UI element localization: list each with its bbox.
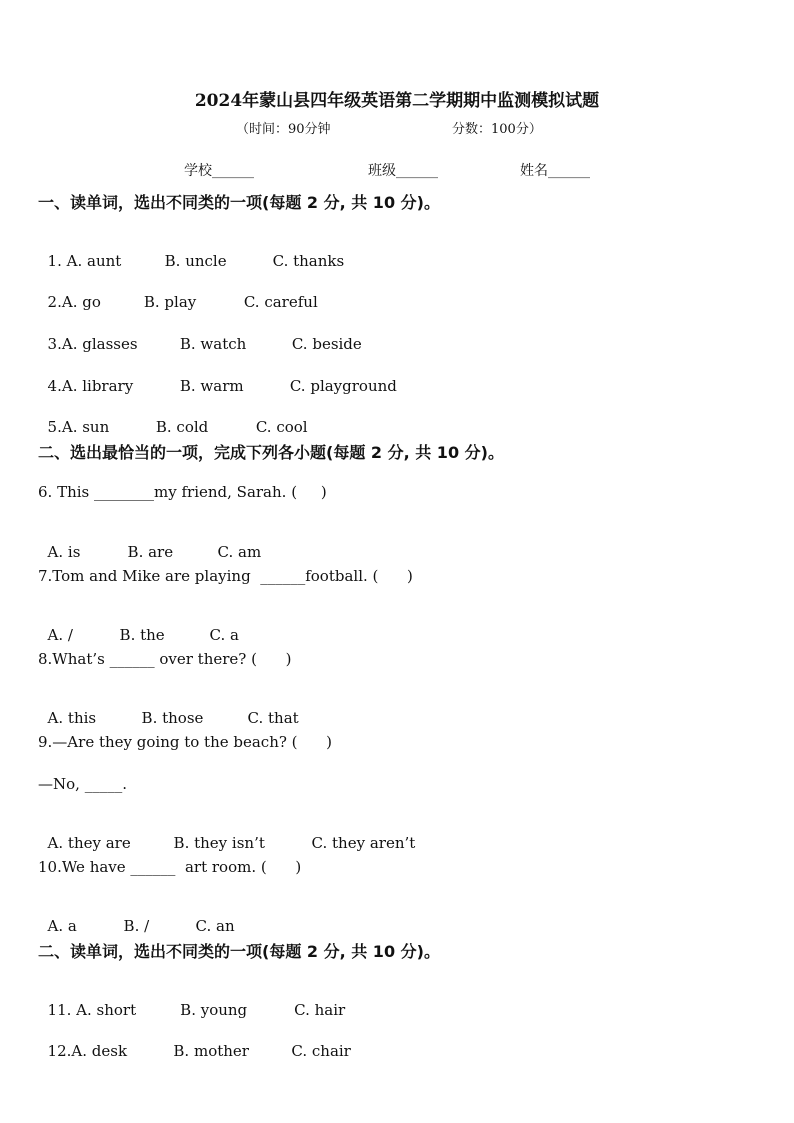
question-number: 2.	[47, 293, 62, 311]
question-12	[38, 1024, 351, 1060]
option-c: C. they aren’t	[311, 834, 416, 852]
option-b: B. are	[127, 543, 174, 561]
option-b: B. watch	[179, 335, 247, 353]
question-11	[38, 983, 345, 1019]
question-9-stem: 9.—Are they going to the beach? ( )	[38, 733, 332, 751]
page-title: 2024年蒙山县四年级英语第二学期期中监测模拟试题	[194, 91, 600, 111]
option-c: C. playground	[289, 377, 397, 395]
question-4	[38, 359, 397, 395]
question-number: 3.	[47, 335, 62, 353]
option-b: B. mother	[173, 1042, 249, 1060]
option-a: A. aunt	[66, 252, 122, 270]
question-number: 11.	[47, 1001, 77, 1019]
section-3-title: 二、读单词，选出不同类的一项(每题 2 分, 共 10 分)。	[38, 942, 440, 961]
question-10-options	[38, 899, 235, 935]
option-b: B. those	[141, 709, 204, 727]
option-a: A. short	[76, 1001, 137, 1019]
option-a: A. desk	[71, 1042, 128, 1060]
option-a: A. library	[61, 377, 134, 395]
option-c: C. careful	[243, 293, 318, 311]
question-8-options	[38, 691, 299, 727]
question-5	[38, 400, 308, 436]
option-c: C. that	[247, 709, 299, 727]
question-6-options	[38, 525, 261, 561]
question-number: 5.	[47, 418, 62, 436]
class-field: 班级______	[368, 163, 438, 179]
option-c: C. chair	[291, 1042, 351, 1060]
exam-time: （时间：90分钟	[236, 122, 331, 137]
question-7-options	[38, 608, 239, 644]
option-c: C. an	[195, 917, 235, 935]
question-9-stem-2: —No, _____.	[38, 775, 127, 793]
option-c: C. hair	[294, 1001, 346, 1019]
school-field: 学校______	[184, 163, 254, 179]
option-a: A. go	[61, 293, 101, 311]
option-b: B. /	[123, 917, 150, 935]
option-a: A. this	[47, 709, 97, 727]
option-a: A. /	[47, 626, 73, 644]
option-b: B. young	[180, 1001, 248, 1019]
option-b: B. play	[143, 293, 197, 311]
option-a: A. a	[47, 917, 77, 935]
option-c: C. a	[209, 626, 239, 644]
question-7-stem: 7.Tom and Mike are playing ______football. ( )	[38, 567, 413, 585]
question-number: 1.	[47, 252, 67, 270]
option-c: C. beside	[291, 335, 362, 353]
option-a: A. is	[47, 543, 81, 561]
option-b: B. uncle	[164, 252, 227, 270]
question-1	[38, 234, 344, 270]
exam-score: 分数：100分）	[452, 122, 542, 137]
section-2-title: 二、选出最恰当的一项，完成下列各小题(每题 2 分, 共 10 分)。	[38, 443, 504, 462]
option-b: B. cold	[155, 418, 209, 436]
name-field: 姓名______	[520, 163, 590, 179]
option-b: B. they isn’t	[173, 834, 265, 852]
option-c: C. am	[217, 543, 262, 561]
option-b: B. warm	[179, 377, 244, 395]
section-1-title: 一、读单词，选出不同类的一项(每题 2 分, 共 10 分)。	[38, 193, 440, 212]
question-10-stem: 10.We have ______ art room. ( )	[38, 858, 302, 876]
question-9-options	[38, 816, 415, 852]
option-a: A. sun	[61, 418, 110, 436]
option-a: A. they are	[47, 834, 131, 852]
option-c: C. cool	[255, 418, 308, 436]
option-a: A. glasses	[61, 335, 138, 353]
question-2	[38, 275, 318, 311]
question-6-stem: 6. This ________my friend, Sarah. ( )	[38, 483, 327, 501]
question-number: 4.	[47, 377, 62, 395]
question-3	[38, 317, 362, 353]
question-8-stem: 8.What’s ______ over there? ( )	[38, 650, 292, 668]
option-c: C. thanks	[272, 252, 345, 270]
question-number: 12.	[47, 1042, 72, 1060]
option-b: B. the	[119, 626, 165, 644]
